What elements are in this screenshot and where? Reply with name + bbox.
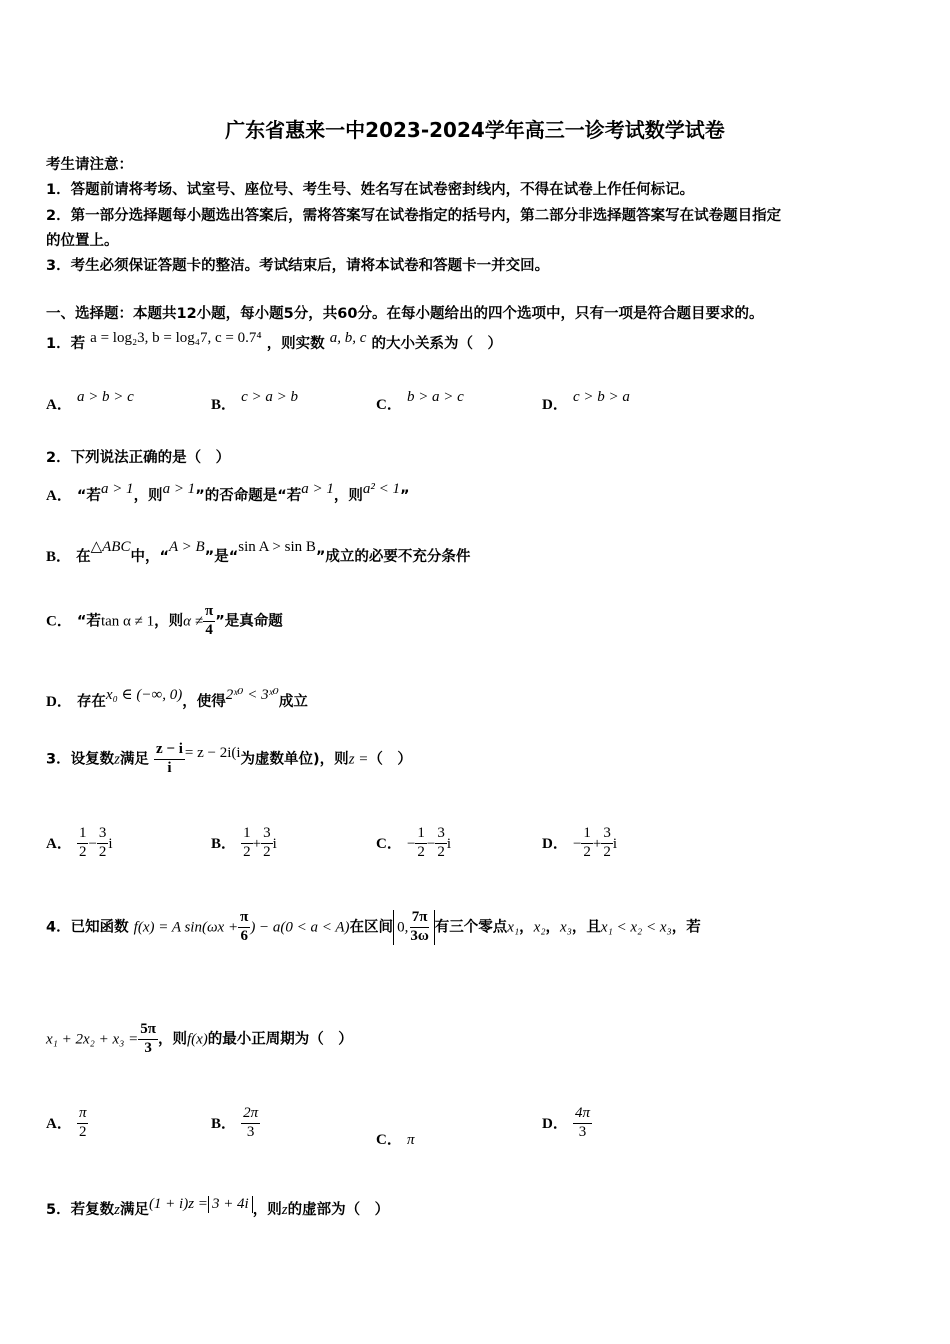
text: 存在	[76, 694, 106, 710]
text: 有三个零点	[434, 919, 508, 936]
option-label: C．	[376, 835, 402, 852]
text: 5．若复数	[46, 1202, 115, 1218]
q1-option-c[interactable]	[376, 385, 464, 413]
text: （ ）	[368, 751, 412, 768]
notice-item-2: 2．第一部分选择题每小题选出答案后，需将答案写在试卷指定的括号内，第二部分非选择题答案写在试卷题目指定	[46, 208, 782, 224]
option-text: c > a > b	[241, 389, 299, 405]
absolute-value: 3 + 4i	[208, 1196, 253, 1213]
numerator: 3	[261, 826, 273, 844]
text: ”是“	[204, 549, 239, 565]
math: a > 1	[100, 481, 134, 497]
operator: −	[88, 835, 97, 852]
fraction	[97, 826, 109, 861]
text: 满足	[119, 751, 149, 768]
notice-header: 考生请注意：	[46, 157, 133, 173]
option-text: c > b > a	[572, 389, 630, 405]
math: α ≠	[183, 613, 203, 630]
math: z	[281, 1202, 288, 1218]
numerator: 1	[241, 826, 253, 844]
q2-option-b[interactable]	[46, 539, 471, 566]
text: ，	[545, 919, 561, 936]
option-label: D．	[46, 694, 72, 710]
math: z	[114, 1202, 120, 1218]
text: ，且	[571, 919, 601, 936]
option-label: B．	[211, 1115, 237, 1132]
math: a > 1	[162, 481, 196, 497]
q1-vars: a, b, c	[329, 330, 367, 346]
operator: −	[426, 835, 436, 852]
math: sin A > sin B	[238, 539, 316, 555]
option-text: a > b > c	[76, 389, 134, 405]
math: x₀ ∈ (−∞, 0)	[105, 687, 183, 703]
numerator: 1	[581, 826, 593, 844]
q1-mid: ，则实数	[266, 336, 325, 352]
denominator: 2	[437, 843, 445, 860]
notice-item-1: 1．答题前请将考场、试室号、座位号、考生号、姓名写在试卷密封线内，不得在试卷上作任何标记。	[46, 182, 695, 198]
q3-option-b[interactable]	[211, 826, 277, 861]
math: x₂	[533, 919, 546, 936]
q3-option-c[interactable]	[376, 826, 451, 861]
math: △ABC	[90, 539, 131, 555]
numerator: 3	[601, 826, 613, 844]
q4-option-b[interactable]	[211, 1106, 260, 1141]
interval	[393, 910, 435, 945]
math: = z − 2i(i	[184, 745, 241, 762]
q1-expr: a = log₂3, b = log₄7, c = 0.7⁴	[90, 330, 262, 346]
numerator: π	[77, 1106, 89, 1124]
option-label: D．	[542, 835, 568, 852]
section-header: 一、选择题：本题共12小题，每小题5分，共60分。在每小题给出的四个选项中，只有一项是符合题目要求的。	[46, 306, 764, 322]
numerator: π	[203, 604, 215, 622]
text: ，则	[252, 1202, 282, 1218]
option-label: B．	[46, 549, 72, 565]
option-text: b > a > c	[406, 389, 464, 405]
math: x₁ + 2x₂ + x₃ =	[46, 1031, 139, 1048]
q3-option-a[interactable]	[46, 826, 113, 861]
numerator: 3	[97, 826, 109, 844]
denominator: 4	[205, 621, 213, 638]
text: “若	[76, 613, 101, 630]
math: A > B	[168, 539, 205, 555]
text: 满足	[119, 1202, 149, 1218]
option-label: A．	[46, 835, 72, 852]
q1-num: 1．若	[46, 336, 86, 352]
text: ，则	[157, 1031, 187, 1048]
math: (1 + i)z =	[148, 1196, 208, 1212]
option-label: D．	[542, 397, 568, 413]
numerator: z − i	[154, 742, 185, 760]
denominator: 2	[263, 843, 271, 860]
math: a > 1	[301, 481, 334, 497]
fraction	[601, 826, 613, 861]
q4-option-a[interactable]	[46, 1106, 88, 1141]
text: ，则	[133, 488, 163, 504]
sign: −	[406, 835, 416, 852]
text: 的最小正周期为（ ）	[207, 1031, 353, 1048]
numerator: 3	[435, 826, 447, 844]
fraction	[203, 604, 215, 639]
math: z =	[348, 751, 369, 768]
text: ，若	[671, 919, 701, 936]
math: ) − a(0 < a < A)	[250, 919, 350, 936]
option-label: A．	[46, 1115, 72, 1132]
denominator: 3	[144, 1039, 152, 1056]
text: 在	[76, 549, 91, 565]
fraction	[261, 826, 273, 861]
text: ，	[519, 919, 534, 936]
text: 成立	[278, 694, 308, 710]
notice-item-3: 3．考生必须保证答题卡的整洁。考试结束后，请将本试卷和答题卡一并交回。	[46, 258, 550, 274]
denominator: 2	[583, 843, 591, 860]
text: ，则	[333, 488, 363, 504]
fraction	[154, 742, 185, 777]
q1-option-d[interactable]	[542, 385, 630, 413]
denominator: 2	[78, 1123, 87, 1140]
option-label: A．	[46, 488, 72, 504]
operator: +	[252, 835, 262, 852]
denominator: 3	[246, 1123, 255, 1140]
fraction	[435, 826, 447, 861]
q2-option-a[interactable]	[46, 481, 410, 505]
text: ，则	[154, 613, 184, 630]
text: 在区间	[349, 919, 394, 936]
question-1	[46, 332, 502, 353]
math: 0,	[397, 919, 409, 936]
q2-option-d[interactable]	[46, 687, 308, 711]
math: f(x) = A sin(ωx +	[133, 919, 239, 936]
sign: −	[572, 835, 582, 852]
option-label: D．	[542, 1115, 568, 1132]
denominator: 2	[417, 843, 425, 860]
option-label: C．	[376, 397, 402, 413]
text: 中，“	[130, 549, 169, 565]
fraction	[241, 1106, 260, 1141]
q4-option-c[interactable]	[376, 1128, 414, 1149]
math: x₁ < x₂ < x₃	[600, 919, 672, 936]
math: f(x)	[186, 1031, 208, 1048]
denominator: 2	[603, 843, 611, 860]
math: a² < 1	[362, 481, 400, 497]
text: 为虚数单位)，则	[240, 751, 349, 768]
q2-option-c[interactable]	[46, 604, 283, 639]
math: x₃	[560, 919, 572, 936]
text: ”是真命题	[215, 613, 283, 630]
q1-option-b[interactable]	[211, 385, 299, 413]
q1-option-a[interactable]	[46, 385, 134, 413]
math: tan α ≠ 1	[100, 613, 155, 630]
question-4	[46, 910, 701, 945]
option-label: A．	[46, 397, 72, 413]
denominator: 2	[243, 843, 251, 860]
notice-item-2-cont: 的位置上。	[46, 233, 119, 249]
math: z	[114, 751, 120, 768]
fraction	[573, 1106, 592, 1141]
denominator: 3	[578, 1123, 587, 1140]
math: 2ˣ⁰ < 3ˣ⁰	[225, 687, 279, 703]
q4-option-d[interactable]	[542, 1106, 592, 1141]
q3-option-d[interactable]	[542, 826, 617, 861]
text: ”成立的必要不充分条件	[315, 549, 471, 565]
text: 4．已知函数	[46, 919, 129, 936]
imag-unit: i	[612, 835, 618, 852]
fraction	[581, 826, 593, 861]
numerator: 4π	[573, 1106, 592, 1124]
question-4-cont	[46, 1022, 353, 1057]
text: 3．设复数	[46, 751, 115, 768]
denominator: 3ω	[410, 927, 429, 944]
imag-unit: i	[272, 835, 277, 852]
denominator: i	[167, 759, 172, 776]
fraction	[77, 826, 89, 861]
numerator: 1	[77, 826, 89, 844]
imag-unit: i	[108, 835, 113, 852]
denominator: 2	[98, 843, 107, 860]
numerator: 2π	[241, 1106, 260, 1124]
text: ”的否命题是“若	[195, 488, 302, 504]
text: “若	[76, 488, 101, 504]
numerator: 1	[415, 826, 427, 844]
fraction	[241, 826, 253, 861]
fraction	[415, 826, 427, 861]
denominator: 6	[240, 927, 248, 944]
fraction	[77, 1106, 89, 1141]
numerator: 5π	[138, 1022, 158, 1040]
numerator: 7π	[410, 910, 430, 928]
option-label: C．	[46, 613, 72, 630]
option-label: B．	[211, 397, 237, 413]
question-5	[46, 1198, 389, 1219]
fraction	[238, 910, 250, 945]
option-text: π	[406, 1132, 415, 1148]
page-title: 广东省惠来一中2023-2024学年高三一诊考试数学试卷	[225, 118, 725, 142]
fraction	[408, 910, 430, 945]
denominator: 2	[78, 843, 87, 860]
question-2: 2．下列说法正确的是（ ）	[46, 450, 231, 466]
imag-unit: i	[446, 835, 452, 852]
option-label: C．	[376, 1132, 402, 1148]
text: ”	[400, 488, 410, 504]
numerator: π	[238, 910, 250, 928]
option-label: B．	[211, 835, 237, 852]
math: x₁	[507, 919, 520, 936]
operator: +	[592, 835, 602, 852]
text: 的虚部为（ ）	[287, 1202, 390, 1218]
question-3	[46, 742, 412, 777]
fraction	[138, 1022, 158, 1057]
q1-tail: 的大小关系为（ ）	[371, 336, 502, 352]
text: ，使得	[182, 694, 226, 710]
